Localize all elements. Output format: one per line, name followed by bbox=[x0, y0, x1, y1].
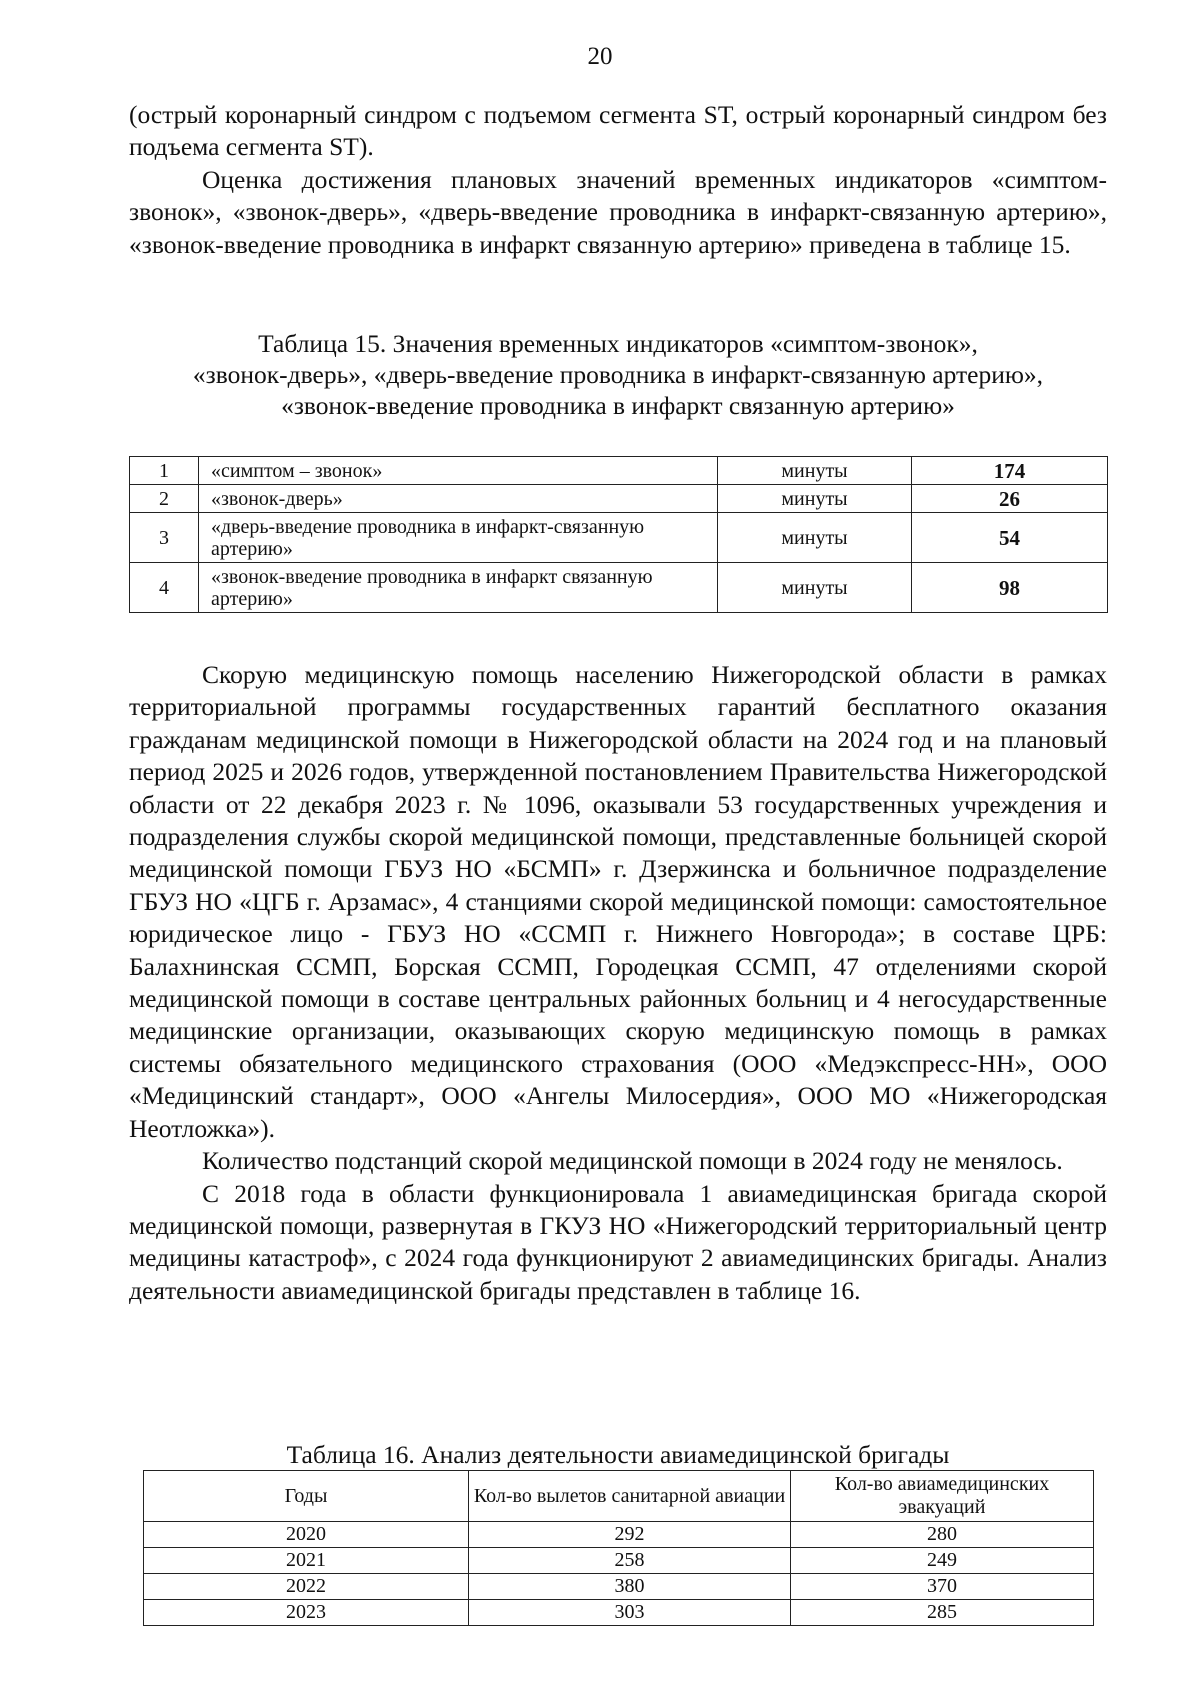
table-row bbox=[130, 485, 1108, 513]
row-number: 4 bbox=[130, 563, 199, 613]
evacuations-cell: 285 bbox=[791, 1600, 1094, 1626]
table-15 bbox=[129, 456, 1108, 613]
page-number: 20 bbox=[587, 43, 613, 70]
evacuations-cell: 370 bbox=[791, 1574, 1094, 1600]
row-number: 2 bbox=[130, 485, 199, 513]
unit: минуты bbox=[718, 563, 912, 613]
caption-line: «звонок-введение проводника в инфаркт связанную артерию» bbox=[281, 391, 955, 420]
table-row bbox=[144, 1548, 1094, 1574]
table-row bbox=[130, 513, 1108, 563]
indicator-name: «звонок-введение проводника в инфаркт связанную артерию» bbox=[199, 563, 718, 613]
unit: минуты bbox=[718, 485, 912, 513]
table-header-row bbox=[144, 1471, 1094, 1522]
indicator-name: «звонок-дверь» bbox=[199, 485, 718, 513]
unit: минуты bbox=[718, 513, 912, 563]
table-row bbox=[144, 1522, 1094, 1548]
indicator-name: «дверь-введение проводника в инфаркт-связанную артерию» bbox=[199, 513, 718, 563]
intro-text bbox=[129, 99, 1107, 261]
paragraph: Количество подстанций скорой медицинской помощи в 2024 году не менялось. bbox=[202, 1146, 1063, 1176]
caption-line: «звонок-дверь», «дверь-введение проводника в инфаркт-связанную артерию», bbox=[192, 360, 1044, 389]
indicator-value: 54 bbox=[912, 513, 1108, 563]
table-16-caption: Таблица 16. Анализ деятельности авиамедицинской бригады bbox=[286, 1440, 950, 1469]
main-text bbox=[129, 659, 1107, 1307]
row-number: 3 bbox=[130, 513, 199, 563]
indicator-name: «симптом – звонок» bbox=[199, 457, 718, 485]
flights-cell: 292 bbox=[469, 1522, 791, 1548]
evacuations-cell: 249 bbox=[791, 1548, 1094, 1574]
indicator-value: 26 bbox=[912, 485, 1108, 513]
column-header-evacuations: Кол-во авиамедицинских эвакуаций bbox=[791, 1471, 1094, 1522]
flights-cell: 303 bbox=[469, 1600, 791, 1626]
table-row bbox=[130, 563, 1108, 613]
unit: минуты bbox=[718, 457, 912, 485]
paragraph: (острый коронарный синдром с подъемом сегмента ST, острый коронарный синдром без подъема сегмента ST). bbox=[129, 100, 1107, 162]
row-number: 1 bbox=[130, 457, 199, 485]
caption-line: Таблица 15. Значения временных индикаторов «симптом-звонок», bbox=[258, 329, 978, 358]
year-cell: 2022 bbox=[144, 1574, 469, 1600]
indicator-value: 98 bbox=[912, 563, 1108, 613]
indicator-value: 174 bbox=[912, 457, 1108, 485]
table-row bbox=[130, 457, 1108, 485]
paragraph: Скорую медицинскую помощь населению Нижегородской области в рамках территориальной программы государственных гарантий бесплатного оказания гражданам медицинской помощи в Нижегородской области на 2024 год и на плановый период 2025 и 2026 годов, утвержденной постановлением Правительства Нижегородской области от 22 декабря 2023 г. № 1096, оказывали 53 государственных учреждения и подразделения службы скорой медицинской помощи, представленные больницей скорой медицинской помощи ГБУЗ НО «БСМП» г. Дзержинска и больничное подразделение ГБУЗ НО «ЦГБ г. Арзамас», 4 станциями скорой медицинской помощи: самостоятельное юридическое лицо - ГБУЗ НО «ССМП г. Нижнего Новгорода»; в составе ЦРБ: Балахнинская ССМП, Борская ССМП, Городецкая ССМП, 47 отделениями скорой медицинской помощи в составе центральных районных больниц и 4 негосударственные медицинские организации, оказывающих скорую медицинскую помощь в рамках системы обязательного медицинского страхования (ООО «Медэкспресс-НН», ООО «Медицинский стандарт», ООО «Ангелы Милосердия», ООО МО «Нижегородская Неотложка»). bbox=[129, 660, 1107, 1143]
table-15-caption bbox=[129, 328, 1107, 421]
column-header-flights: Кол-во вылетов санитарной авиации bbox=[469, 1471, 791, 1522]
year-cell: 2023 bbox=[144, 1600, 469, 1626]
table-row bbox=[144, 1574, 1094, 1600]
table-row bbox=[144, 1600, 1094, 1626]
table-16 bbox=[143, 1470, 1094, 1626]
paragraph: С 2018 года в области функционировала 1 авиамедицинская бригада скорой медицинской помощи, развернутая в ГКУЗ НО «Нижегородский территориальный центр медицины катастроф», с 2024 года функционируют 2 авиамедицинских бригады. Анализ деятельности авиамедицинской бригады представлен в таблице 16. bbox=[129, 1178, 1107, 1305]
evacuations-cell: 280 bbox=[791, 1522, 1094, 1548]
paragraph: Оценка достижения плановых значений временных индикаторов «симптом-звонок», «звонок-дверь», «дверь-введение проводника в инфаркт-связанную артерию», «звонок-введение проводника в инфаркт связанную артерию» приведена в таблице 15. bbox=[129, 164, 1107, 259]
column-header-years: Годы bbox=[144, 1471, 469, 1522]
flights-cell: 258 bbox=[469, 1548, 791, 1574]
flights-cell: 380 bbox=[469, 1574, 791, 1600]
year-cell: 2020 bbox=[144, 1522, 469, 1548]
year-cell: 2021 bbox=[144, 1548, 469, 1574]
